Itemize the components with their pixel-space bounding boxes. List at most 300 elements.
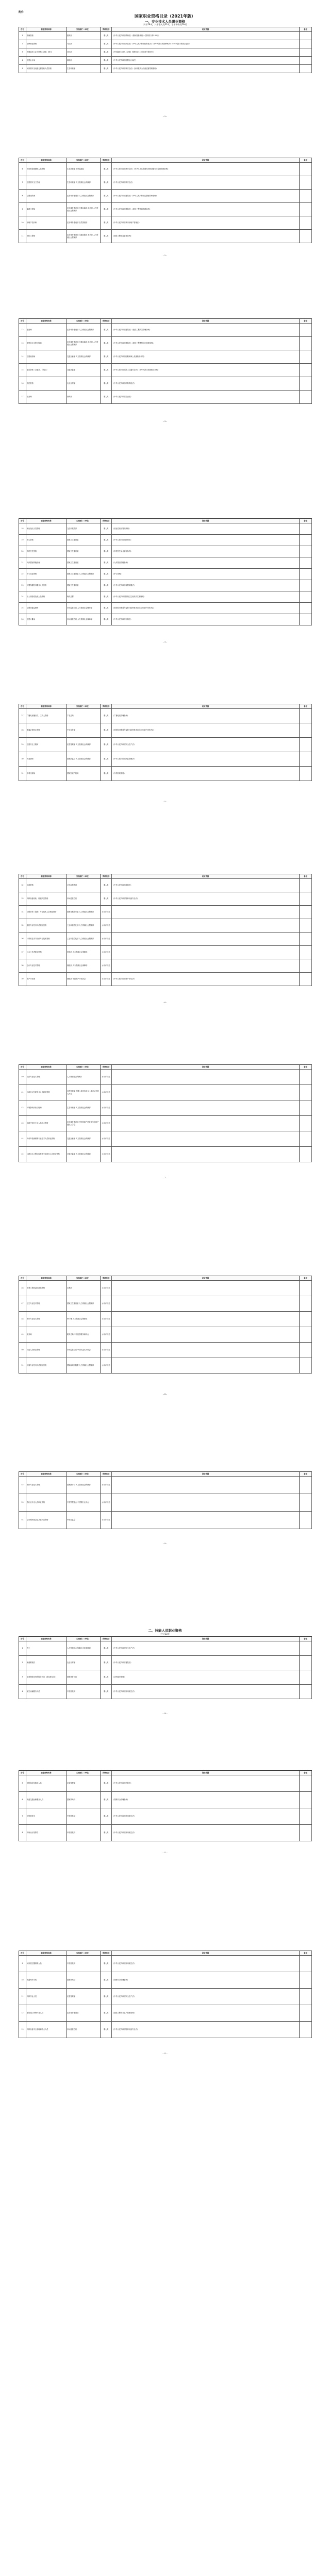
header-name: 职业资格名称 <box>26 27 67 31</box>
cell-seq: 44 <box>19 1131 26 1146</box>
cell-name: 环境影响评价工程师 <box>26 1100 67 1115</box>
cell-category: 准入类 <box>101 723 112 737</box>
cell-category: 准入类 <box>101 546 112 557</box>
header-name: 职业资格名称 <box>26 704 67 708</box>
table-header-row <box>19 1637 312 1641</box>
cell-category: 水平评价类 <box>101 1512 112 1529</box>
cell-seq: 50 <box>19 1343 26 1358</box>
header-dept: 实施部门（单位） <box>67 158 101 162</box>
header-category: 资格类别 <box>101 1472 112 1476</box>
cell-dept: 国家卫生健康委 人力资源社会保障部 <box>67 569 101 580</box>
cell-seq: 52 <box>19 1477 26 1494</box>
table-row <box>19 1956 312 1972</box>
cell-note <box>300 919 312 932</box>
header-category: 资格类别 <box>101 27 112 31</box>
cell-note <box>300 230 312 243</box>
cell-name: 机场运行指挥员 <box>26 1825 67 1841</box>
cell-dept: 生态环境部 <box>67 65 101 73</box>
cell-seq: 48 <box>19 1312 26 1327</box>
cell-note <box>300 1070 312 1084</box>
cell-basis: 《中华人民共和国建筑法》《建设工程质量管理条例》 <box>112 203 300 216</box>
cell-seq: 24 <box>19 591 26 602</box>
header-category: 资格类别 <box>101 1276 112 1280</box>
cell-basis: 《中华人民共和国海上交通安全法》《中华人民共和国船员条例》 <box>112 364 300 377</box>
table-row <box>19 1070 312 1085</box>
cell-basis: 《中华人民共和国资产评估法》 <box>112 973 300 986</box>
cell-seq: 15 <box>19 364 26 377</box>
header-name: 职业资格名称 <box>26 1276 67 1280</box>
cell-basis <box>112 1116 300 1131</box>
cell-name: 航空运输服务人员 <box>26 1685 67 1699</box>
table-row <box>19 723 312 738</box>
table-row <box>19 569 312 580</box>
header-seq: 序号 <box>19 319 26 323</box>
page <box>19 515 311 644</box>
header-basis: 设定依据 <box>112 704 300 708</box>
qualification-table <box>19 1770 312 1841</box>
cell-dept: 住房城乡建设部 自然资源部 <box>67 216 101 229</box>
table-row <box>19 324 312 337</box>
cell-category: 准入类 <box>101 1641 112 1655</box>
cell-dept: 国家卫生健康委 人力资源社会保障部 <box>67 1296 101 1311</box>
page <box>19 1767 311 1855</box>
cell-note <box>300 1327 312 1342</box>
cell-category: 准入类 <box>101 2005 112 2021</box>
cell-note <box>300 1972 312 1988</box>
cell-basis <box>112 1131 300 1146</box>
cell-name: 注册核安全工程师 <box>26 176 67 189</box>
page <box>19 315 311 423</box>
table-row <box>19 709 312 723</box>
cell-name: 专利代理师 <box>26 767 67 781</box>
table-row <box>19 364 312 377</box>
cell-seq: 5 <box>19 65 26 73</box>
table-row <box>19 57 312 65</box>
cell-dept: 海关总署 <box>67 591 101 602</box>
cell-category: 准入类 <box>101 1670 112 1684</box>
cell-basis: 《中华人民共和国拍卖法》 <box>112 391 300 403</box>
cell-dept: 税务总局 中国注册税务师协会 <box>67 1327 101 1342</box>
cell-category: 准入类 <box>101 350 112 363</box>
page <box>19 701 311 804</box>
page <box>19 10 311 118</box>
table-row <box>19 32 312 40</box>
header-basis: 设定依据 <box>112 1065 300 1069</box>
cell-basis: 《中华人民共和国建筑法》《建设工程质量管理条例》 <box>112 324 300 336</box>
cell-seq: 47 <box>19 1296 26 1311</box>
cell-seq: 21 <box>19 557 26 568</box>
cell-name: 医生资格 <box>26 535 67 546</box>
table-row <box>19 1972 312 1989</box>
cell-category: 准入类 <box>101 1972 112 1988</box>
cell-name: 资产评估师 <box>26 973 67 986</box>
page <box>19 155 311 258</box>
cell-category: 准入类 <box>101 879 112 892</box>
cell-dept: 人力资源社会保障部 <box>67 1070 101 1084</box>
cell-name: 注册建筑师 <box>26 190 67 202</box>
cell-basis: 《中华人民共和国建筑法》《建设工程勘察设计管理条例》 <box>112 337 300 350</box>
table-row <box>19 1989 312 2005</box>
header-note: 备注 <box>300 519 312 523</box>
cell-category: 准入类 <box>101 1656 112 1670</box>
cell-category: 水平评价类 <box>101 933 112 945</box>
header-category: 资格类别 <box>101 1637 112 1641</box>
table-row <box>19 738 312 752</box>
cell-category: 准入类 <box>101 1956 112 1972</box>
cell-note <box>300 879 312 892</box>
cell-dept: 国家统计局 人力资源社会保障部 <box>67 1477 101 1494</box>
cell-note <box>300 1494 312 1511</box>
cell-basis <box>112 1085 300 1100</box>
cell-note <box>300 40 312 48</box>
cell-category: 准入类 <box>101 391 112 403</box>
cell-seq: 27 <box>19 709 26 723</box>
cell-note <box>300 1670 312 1684</box>
qualification-table <box>19 518 312 625</box>
cell-category: 水平评价类 <box>101 1100 112 1115</box>
table-row <box>19 176 312 190</box>
cell-basis <box>112 1281 300 1296</box>
cell-dept: 农业农村部 <box>67 1656 101 1670</box>
table-row <box>19 614 312 625</box>
qualification-table <box>19 318 312 404</box>
cell-category: 准入类 <box>101 364 112 377</box>
cell-category: 水平评价类 <box>101 959 112 972</box>
table-row <box>19 591 312 603</box>
cell-dept: 中国民航局 <box>67 1956 101 1972</box>
cell-note <box>300 364 312 377</box>
cell-name: 教师资格 <box>26 32 67 40</box>
cell-dept: 生态环境部 人力资源社会保障部 <box>67 176 101 189</box>
cell-seq: 3 <box>19 48 26 56</box>
cell-name: 法律职业资格 <box>26 40 67 48</box>
cell-name: 经济专业技术资格 <box>26 1070 67 1084</box>
cell-dept: 国家知识产权局 <box>67 767 101 781</box>
header-dept: 实施部门（单位） <box>67 1276 101 1280</box>
cell-seq: 9 <box>19 1956 26 1972</box>
header-category: 资格类别 <box>101 874 112 878</box>
cell-name: 社会工作者职业资格 <box>26 946 67 959</box>
cell-category: 准入类 <box>101 40 112 48</box>
page-number: —2— <box>162 255 168 257</box>
cell-dept: 住房城乡建设部 交通运输部 水利部 人力资源社会保障部 <box>67 203 101 216</box>
cell-name: 注册安全工程师 <box>26 738 67 752</box>
cell-name: 土地登记代理专业人员职业资格 <box>26 1085 67 1100</box>
cell-note <box>300 1477 312 1494</box>
header-seq: 序号 <box>19 1065 26 1069</box>
cell-note <box>300 767 312 781</box>
header-note: 备注 <box>300 1472 312 1476</box>
cell-basis: 《中华人民共和国核安全法》《民用核安全设备监督管理条例》 <box>112 65 300 73</box>
cell-category: 准入类 <box>101 176 112 189</box>
table-row <box>19 377 312 391</box>
header-note: 备注 <box>300 1065 312 1069</box>
cell-name: 执业药师 <box>26 752 67 766</box>
cell-name: 注册会计师 <box>26 57 67 64</box>
cell-seq: 45 <box>19 1147 26 1162</box>
cell-seq: 9 <box>19 203 26 216</box>
cell-note <box>300 337 312 350</box>
header-dept: 实施部门（单位） <box>67 1065 101 1069</box>
cell-dept: 审计署 人力资源社会保障部 <box>67 1312 101 1327</box>
cell-category: 准入类 <box>101 1808 112 1824</box>
table-row <box>19 1358 312 1374</box>
header-name: 职业资格名称 <box>26 1065 67 1069</box>
cell-category: 准入类 <box>101 523 112 534</box>
cell-category: 准入类 <box>101 32 112 40</box>
cell-basis: 《人体器官移植条例》 <box>112 557 300 568</box>
cell-dept: 国家卫生健康委 <box>67 557 101 568</box>
cell-name: 房地产估价师 <box>26 216 67 229</box>
cell-dept: 国家铁路局 <box>67 1972 101 1988</box>
cell-note <box>300 973 312 986</box>
cell-note <box>300 1656 312 1670</box>
page <box>19 1628 311 1716</box>
table-header-row <box>19 1276 312 1281</box>
cell-name: 证券期货基金业从业人员资格 <box>26 1512 67 1529</box>
cell-basis: 《中华人民共和国建筑法》《中华人民共和国注册建筑师条例》 <box>112 190 300 202</box>
cell-note <box>300 1100 312 1115</box>
cell-seq: 13 <box>19 2022 26 2038</box>
page-number: —8— <box>162 1393 168 1395</box>
header-basis: 设定依据 <box>112 519 300 523</box>
header-note: 备注 <box>300 158 312 162</box>
cell-basis: 《专利代理条例》 <box>112 767 300 781</box>
cell-name: 房地产经纪专业人员职业资格 <box>26 1116 67 1131</box>
cell-note <box>300 614 312 625</box>
cell-dept: 国家新闻出版署 人力资源社会保障部 <box>67 1358 101 1373</box>
page-number: —9— <box>162 1543 168 1545</box>
cell-note <box>300 1792 312 1808</box>
cell-name: 轨道列车司机 <box>26 1972 67 1988</box>
cell-seq: 25 <box>19 603 26 614</box>
cell-category: 准入类 <box>101 738 112 752</box>
table-row <box>19 959 312 973</box>
cell-category: 准入类 <box>101 337 112 350</box>
cell-basis: 《铁路安全管理条例》 <box>112 1972 300 1988</box>
cell-name: 出版专业技术人员职业资格 <box>26 1358 67 1373</box>
table-row <box>19 1808 312 1825</box>
cell-seq: 13 <box>19 337 26 350</box>
header-category: 资格类别 <box>101 1771 112 1775</box>
cell-name: 健身和娱乐场所服务人员（游泳救生员） <box>26 1670 67 1684</box>
qualification-table <box>19 1636 312 1699</box>
cell-seq: 51 <box>19 1358 26 1373</box>
cell-category: 水平评价类 <box>101 1358 112 1373</box>
cell-name: 银行业专业人员职业资格 <box>26 1494 67 1511</box>
cell-dept: 财政部 中国资产评估协会 <box>67 973 101 986</box>
cell-note <box>300 1808 312 1824</box>
cell-note <box>300 190 312 202</box>
header-basis: 设定依据 <box>112 1637 300 1641</box>
cell-dept: 司法部 <box>67 48 101 56</box>
cell-seq: 28 <box>19 723 26 737</box>
cell-note <box>300 1685 312 1699</box>
cell-basis <box>112 1343 300 1358</box>
cell-seq: 40 <box>19 1070 26 1084</box>
cell-note <box>300 523 312 534</box>
cell-category: 准入类 <box>101 230 112 243</box>
header-basis: 设定依据 <box>112 1472 300 1476</box>
cell-category: 准入类 <box>101 57 112 64</box>
cell-note <box>300 377 312 390</box>
cell-seq: 41 <box>19 1085 26 1100</box>
table-row <box>19 203 312 216</box>
table-row <box>19 1670 312 1685</box>
cell-seq: 22 <box>19 569 26 580</box>
page-number: —10— <box>162 1713 168 1715</box>
header-dept: 实施部门（单位） <box>67 27 101 31</box>
cell-basis: 《中华人民共和国国境卫生检疫法实施细则》 <box>112 591 300 602</box>
cell-name: 出入境检疫处理人员资格 <box>26 591 67 602</box>
cell-name: 特种设备安全管理和作业人员 <box>26 2022 67 2038</box>
cell-dept: 国家药监局 人力资源社会保障部 <box>67 752 101 766</box>
cell-dept: 交通运输部 人力资源社会保障部 <box>67 350 101 363</box>
table-header-row <box>19 27 312 32</box>
cell-dept: 应急管理部 <box>67 1989 101 2005</box>
table-row <box>19 1825 312 1841</box>
header-name: 职业资格名称 <box>26 874 67 878</box>
cell-basis <box>112 1147 300 1162</box>
header-dept: 实施部门（单位） <box>67 1771 101 1775</box>
cell-seq: 19 <box>19 535 26 546</box>
cell-dept: 国家体育总局 <box>67 1670 101 1684</box>
table-row <box>19 65 312 73</box>
table-row <box>19 190 312 203</box>
cell-dept: 文化和旅游部 <box>67 523 101 534</box>
cell-note <box>300 350 312 363</box>
cell-name: 特种设备检验、检测人员资格 <box>26 892 67 905</box>
table-row <box>19 1312 312 1327</box>
cell-dept: 农业农村部 <box>67 377 101 390</box>
table-header-row <box>19 704 312 709</box>
cell-name: 演出经纪人员资格 <box>26 523 67 534</box>
cell-name: 公路水运工程试验检测专业技术人员职业资格 <box>26 1147 67 1162</box>
cell-dept: 国家发展改革委 人力资源社会保障部 <box>67 906 101 919</box>
table-row <box>19 216 312 230</box>
cell-dept: 中国民航局 <box>67 1808 101 1824</box>
header-dept: 实施部门（单位） <box>67 519 101 523</box>
cell-dept: 市场监管总局 <box>67 2022 101 2038</box>
cell-category: 准入类 <box>101 569 112 580</box>
header-seq: 序号 <box>19 1951 26 1955</box>
cell-basis <box>112 1327 300 1342</box>
header-note: 备注 <box>300 874 312 878</box>
cell-category: 准入类 <box>101 1685 112 1699</box>
table-row <box>19 1792 312 1808</box>
table-row <box>19 933 312 946</box>
cell-dept: 交通运输部 人力资源社会保障部 <box>67 1131 101 1146</box>
cell-category: 水平评价类 <box>101 973 112 986</box>
cell-category: 准入类 <box>101 591 112 602</box>
cell-note <box>300 906 312 919</box>
table-row <box>19 48 312 57</box>
cell-seq: 12 <box>19 2005 26 2021</box>
section-note: （共计59项。其中准入类33项，水平评价类26项） <box>141 23 189 26</box>
cell-name: 注册计量师 <box>26 614 67 625</box>
cell-note <box>300 391 312 403</box>
header-note: 备注 <box>300 1637 312 1641</box>
cell-dept: 住房城乡建设部 <box>67 2005 101 2021</box>
cell-note <box>300 591 312 602</box>
cell-category: 准入类 <box>101 324 112 336</box>
qualification-table <box>19 704 312 781</box>
header-basis: 设定依据 <box>112 319 300 323</box>
header-basis: 设定依据 <box>112 1951 300 1955</box>
cell-note <box>300 1147 312 1162</box>
table-row <box>19 892 312 906</box>
cell-category: 水平评价类 <box>101 1131 112 1146</box>
header-seq: 序号 <box>19 1472 26 1476</box>
table-row <box>19 1477 312 1494</box>
table-header-row <box>19 1472 312 1477</box>
cell-name: 造价工程师 <box>26 230 67 243</box>
cell-dept: 文化和旅游部 <box>67 879 101 892</box>
cell-category: 准入类 <box>101 1825 112 1841</box>
cell-seq: 11 <box>19 1989 26 2005</box>
cell-dept: 住房城乡建设部 人力资源社会保障部 <box>67 324 101 336</box>
table-row <box>19 1641 312 1656</box>
cell-name: 广播电视播音员、主持人资格 <box>26 709 67 723</box>
cell-seq: 43 <box>19 1116 26 1131</box>
cell-category: 准入类 <box>101 377 112 390</box>
cell-seq: 53 <box>19 1494 26 1511</box>
qualification-table <box>19 27 312 73</box>
table-header-row <box>19 1065 312 1070</box>
cell-note <box>300 2005 312 2021</box>
header-name: 职业资格名称 <box>26 158 67 162</box>
cell-basis: 《国务院对确需保留的行政审批项目设定行政许可的决定》 <box>112 603 300 614</box>
table-row <box>19 1281 312 1296</box>
cell-name: 民用航空器维修人员 <box>26 1956 67 1972</box>
cell-category: 准入类 <box>101 190 112 202</box>
page <box>19 1273 311 1396</box>
cell-name: 审计专业技术资格 <box>26 1312 67 1327</box>
qualification-table <box>19 1064 312 1162</box>
cell-basis: 《中华人民共和国民用航空法》 <box>112 1685 300 1699</box>
cell-seq: 11 <box>19 230 26 243</box>
table-row <box>19 163 312 176</box>
header-name: 职业资格名称 <box>26 1771 67 1775</box>
page-number: —12— <box>162 2053 168 2055</box>
header-seq: 序号 <box>19 519 26 523</box>
cell-category: 准入类 <box>101 216 112 229</box>
cell-name: 建筑施工特种作业人员 <box>26 2005 67 2021</box>
cell-name: 母婴保健技术服务人员资格 <box>26 580 67 591</box>
table-row <box>19 1296 312 1312</box>
cell-category: 水平评价类 <box>101 1327 112 1342</box>
header-note: 备注 <box>300 319 312 323</box>
cell-seq: 2 <box>19 40 26 48</box>
cell-name: 人体器官移植医师 <box>26 557 67 568</box>
qualification-table <box>19 1471 312 1529</box>
section-note: （共计13项） <box>158 1633 172 1635</box>
cell-note <box>300 57 312 64</box>
table-header-row <box>19 519 312 523</box>
cell-seq: 29 <box>19 738 26 752</box>
cell-dept: 国家铁路局 <box>67 1792 101 1808</box>
cell-category: 准入类 <box>101 752 112 766</box>
cell-note <box>300 933 312 945</box>
cell-note <box>300 557 312 568</box>
cell-basis <box>112 906 300 919</box>
table-row <box>19 1085 312 1100</box>
header-name: 职业资格名称 <box>26 519 67 523</box>
table-row <box>19 973 312 986</box>
cell-name: 水利工程质量检测员资格 <box>26 1281 67 1296</box>
cell-seq: 31 <box>19 767 26 781</box>
table-header-row <box>19 319 312 324</box>
